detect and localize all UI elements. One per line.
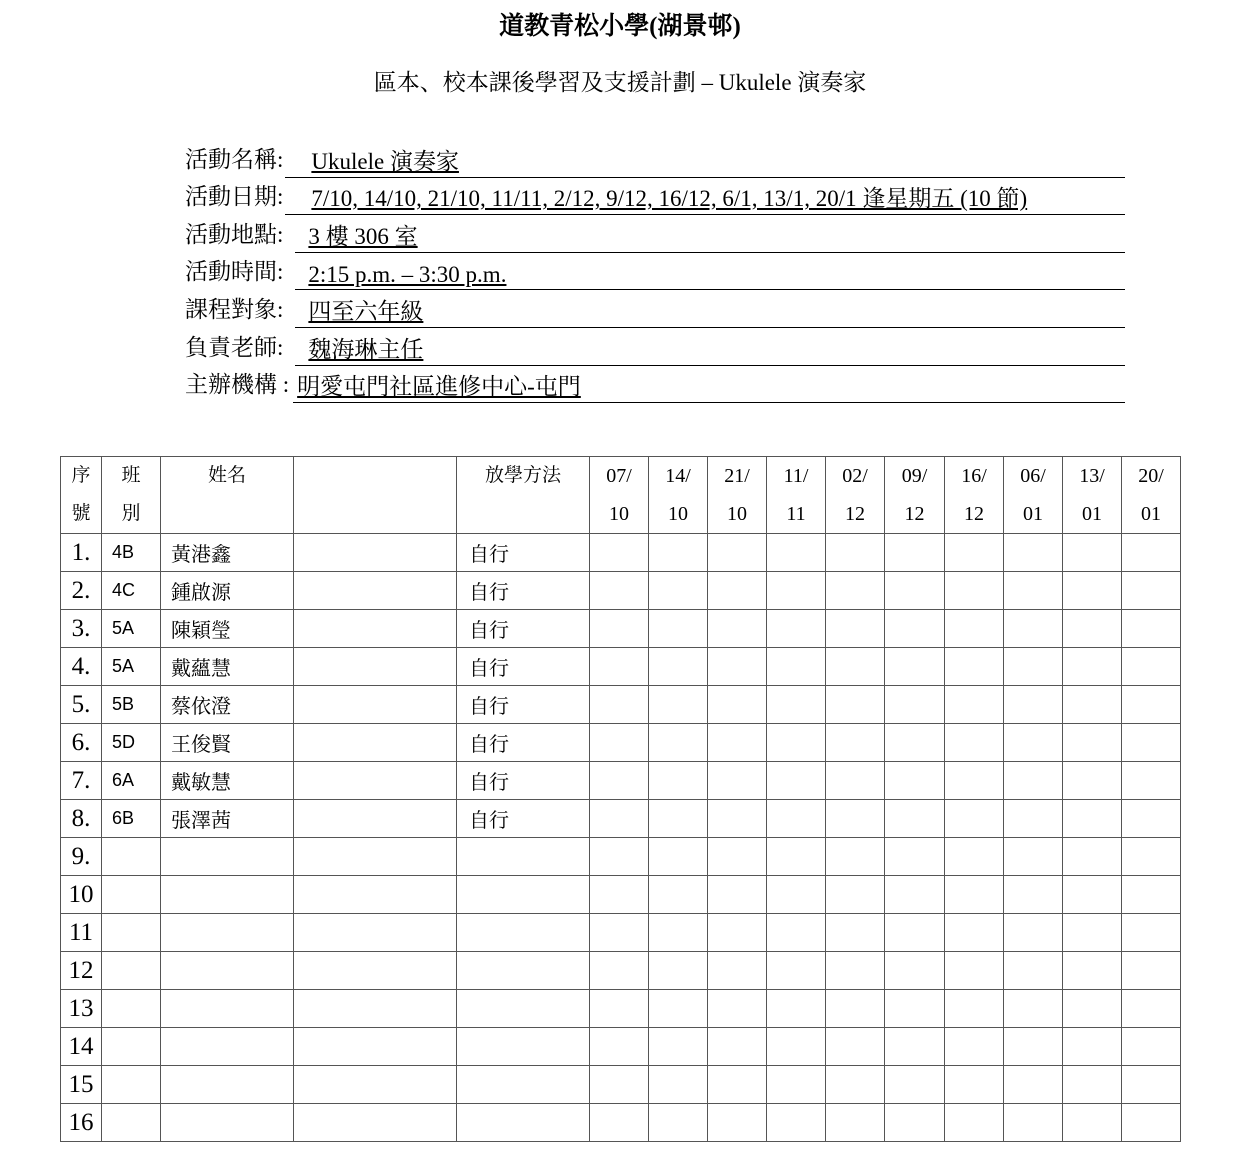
- attendance-cell: [767, 1104, 826, 1142]
- row-class: 5D: [102, 724, 161, 762]
- attendance-cell: [1063, 952, 1122, 990]
- attendance-cell: [1122, 610, 1181, 648]
- attendance-cell: [767, 762, 826, 800]
- row-method: [457, 914, 590, 952]
- attendance-cell: [945, 1066, 1004, 1104]
- attendance-cell: [1122, 572, 1181, 610]
- attendance-cell: [590, 572, 649, 610]
- attendance-cell: [1122, 914, 1181, 952]
- attendance-cell: [590, 952, 649, 990]
- attendance-cell: [945, 876, 1004, 914]
- attendance-cell: [945, 800, 1004, 838]
- attendance-cell: [885, 572, 945, 610]
- row-class: 6B: [102, 800, 161, 838]
- header-date: 13/ 01: [1063, 457, 1122, 534]
- header-date: 07/ 10: [590, 457, 649, 534]
- row-method: [457, 990, 590, 1028]
- attendance-cell: [767, 686, 826, 724]
- info-row: [185, 215, 1125, 253]
- attendance-cell: [885, 610, 945, 648]
- attendance-cell: [945, 572, 1004, 610]
- info-row: [185, 253, 1125, 291]
- attendance-cell: [1004, 838, 1063, 876]
- attendance-cell: [649, 648, 708, 686]
- row-class: 5B: [102, 686, 161, 724]
- attendance-cell: [1063, 876, 1122, 914]
- attendance-cell: [590, 990, 649, 1028]
- attendance-cell: [1063, 838, 1122, 876]
- attendance-cell: [1004, 534, 1063, 572]
- attendance-cell: [1004, 724, 1063, 762]
- attendance-cell: [767, 648, 826, 686]
- attendance-cell: [708, 1066, 767, 1104]
- attendance-cell: [826, 686, 885, 724]
- info-value: 2:15 p.m. – 3:30 p.m.: [295, 262, 1125, 290]
- row-class: 4B: [102, 534, 161, 572]
- attendance-cell: [826, 990, 885, 1028]
- row-name: [161, 876, 294, 914]
- row-blank: [294, 1104, 457, 1142]
- row-number: 10: [61, 876, 102, 914]
- row-number: 15: [61, 1066, 102, 1104]
- attendance-cell: [708, 686, 767, 724]
- row-class: 5A: [102, 610, 161, 648]
- row-name: [161, 952, 294, 990]
- attendance-cell: [945, 838, 1004, 876]
- attendance-cell: [708, 572, 767, 610]
- attendance-cell: [945, 952, 1004, 990]
- attendance-cell: [945, 762, 1004, 800]
- row-method: 自行: [457, 762, 590, 800]
- attendance-cell: [1004, 648, 1063, 686]
- row-class: [102, 1028, 161, 1066]
- info-row: [185, 366, 1125, 404]
- attendance-cell: [826, 1028, 885, 1066]
- attendance-cell: [1004, 1028, 1063, 1066]
- row-name: 王俊賢: [161, 724, 294, 762]
- attendance-cell: [649, 610, 708, 648]
- row-method: 自行: [457, 800, 590, 838]
- row-class: [102, 1104, 161, 1142]
- row-class: [102, 838, 161, 876]
- attendance-table: [60, 456, 1181, 1142]
- attendance-cell: [1063, 1066, 1122, 1104]
- attendance-cell: [590, 762, 649, 800]
- header-no: 序 號: [61, 457, 102, 534]
- row-number: 14: [61, 1028, 102, 1066]
- info-value: Ukulele 演奏家: [285, 143, 1125, 178]
- row-number: 5.: [61, 686, 102, 724]
- attendance-cell: [708, 800, 767, 838]
- attendance-cell: [1122, 800, 1181, 838]
- attendance-cell: [1063, 914, 1122, 952]
- attendance-cell: [649, 572, 708, 610]
- attendance-cell: [945, 1104, 1004, 1142]
- row-class: [102, 990, 161, 1028]
- attendance-cell: [1063, 610, 1122, 648]
- attendance-cell: [708, 648, 767, 686]
- info-label: 活動地點:: [185, 221, 284, 247]
- row-method: 自行: [457, 686, 590, 724]
- header-date: 06/ 01: [1004, 457, 1063, 534]
- row-name: 戴蘊慧: [161, 648, 294, 686]
- table-row: [61, 686, 1181, 724]
- attendance-cell: [1122, 990, 1181, 1028]
- attendance-cell: [885, 990, 945, 1028]
- attendance-cell: [767, 952, 826, 990]
- table-row: [61, 1028, 1181, 1066]
- row-name: 陳穎瑩: [161, 610, 294, 648]
- attendance-cell: [885, 1066, 945, 1104]
- header-row: [61, 457, 1181, 534]
- attendance-cell: [767, 610, 826, 648]
- row-blank: [294, 1066, 457, 1104]
- row-method: [457, 876, 590, 914]
- attendance-cell: [708, 1104, 767, 1142]
- school-title: 道教青松小學(湖景邨): [499, 13, 741, 40]
- attendance-cell: [1122, 838, 1181, 876]
- attendance-cell: [1004, 1066, 1063, 1104]
- attendance-cell: [1063, 990, 1122, 1028]
- attendance-cell: [826, 952, 885, 990]
- table-row: [61, 990, 1181, 1028]
- attendance-cell: [1063, 572, 1122, 610]
- table-row: [61, 762, 1181, 800]
- attendance-cell: [1122, 1066, 1181, 1104]
- row-number: 3.: [61, 610, 102, 648]
- row-blank: [294, 800, 457, 838]
- table-row: [61, 534, 1181, 572]
- header-name: 姓名: [161, 457, 294, 534]
- attendance-cell: [1122, 952, 1181, 990]
- attendance-cell: [945, 610, 1004, 648]
- row-blank: [294, 724, 457, 762]
- attendance-cell: [826, 1066, 885, 1104]
- row-blank: [294, 914, 457, 952]
- attendance-cell: [945, 990, 1004, 1028]
- attendance-cell: [708, 838, 767, 876]
- attendance-cell: [708, 534, 767, 572]
- row-number: 1.: [61, 534, 102, 572]
- attendance-cell: [826, 1104, 885, 1142]
- row-blank: [294, 952, 457, 990]
- info-value: 7/10, 14/10, 21/10, 11/11, 2/12, 9/12, 16/12, 6/1, 13/1, 20/1 逢星期五 (10 節): [285, 180, 1125, 215]
- table-row: [61, 572, 1181, 610]
- attendance-cell: [649, 1104, 708, 1142]
- row-blank: [294, 876, 457, 914]
- attendance-cell: [1004, 572, 1063, 610]
- header-date: 20/ 01: [1122, 457, 1181, 534]
- row-number: 9.: [61, 838, 102, 876]
- attendance-cell: [1063, 800, 1122, 838]
- attendance-cell: [945, 914, 1004, 952]
- attendance-cell: [885, 1028, 945, 1066]
- attendance-cell: [590, 686, 649, 724]
- attendance-cell: [885, 876, 945, 914]
- row-blank: [294, 838, 457, 876]
- attendance-cell: [945, 1028, 1004, 1066]
- row-blank: [294, 686, 457, 724]
- attendance-cell: [649, 762, 708, 800]
- attendance-cell: [1004, 762, 1063, 800]
- attendance-cell: [826, 648, 885, 686]
- table-row: [61, 648, 1181, 686]
- attendance-cell: [885, 1104, 945, 1142]
- row-method: 自行: [457, 648, 590, 686]
- attendance-cell: [590, 534, 649, 572]
- attendance-cell: [590, 1104, 649, 1142]
- attendance-cell: [708, 724, 767, 762]
- row-method: [457, 1028, 590, 1066]
- row-name: 蔡依澄: [161, 686, 294, 724]
- attendance-cell: [590, 610, 649, 648]
- info-label: 主辦機構 :: [185, 372, 290, 398]
- attendance-cell: [1004, 800, 1063, 838]
- attendance-cell: [590, 914, 649, 952]
- row-class: 5A: [102, 648, 161, 686]
- table-row: [61, 914, 1181, 952]
- header-date: 09/ 12: [885, 457, 945, 534]
- attendance-cell: [708, 1028, 767, 1066]
- attendance-cell: [1063, 1104, 1122, 1142]
- row-blank: [294, 762, 457, 800]
- info-row: [185, 328, 1125, 366]
- attendance-cell: [649, 534, 708, 572]
- attendance-cell: [1122, 1104, 1181, 1142]
- attendance-cell: [1122, 686, 1181, 724]
- row-method: [457, 838, 590, 876]
- attendance-cell: [885, 952, 945, 990]
- table-row: [61, 724, 1181, 762]
- row-number: 12: [61, 952, 102, 990]
- row-number: 6.: [61, 724, 102, 762]
- row-number: 2.: [61, 572, 102, 610]
- attendance-cell: [590, 800, 649, 838]
- attendance-cell: [1004, 876, 1063, 914]
- attendance-cell: [1063, 648, 1122, 686]
- program-subtitle: 區本、校本課後學習及支援計劃 – Ukulele 演奏家: [373, 70, 867, 95]
- header-method: 放學方法: [457, 457, 590, 534]
- attendance-cell: [885, 724, 945, 762]
- row-name: [161, 914, 294, 952]
- attendance-cell: [945, 534, 1004, 572]
- row-class: [102, 952, 161, 990]
- attendance-cell: [826, 534, 885, 572]
- info-row: [185, 178, 1125, 216]
- attendance-cell: [590, 1066, 649, 1104]
- header-blank: [294, 457, 457, 534]
- row-name: [161, 1104, 294, 1142]
- attendance-cell: [590, 724, 649, 762]
- row-name: [161, 1066, 294, 1104]
- attendance-cell: [708, 914, 767, 952]
- row-blank: [294, 610, 457, 648]
- header-class: 班 別: [102, 457, 161, 534]
- row-class: [102, 1066, 161, 1104]
- info-value: 3 樓 306 室: [295, 218, 1125, 253]
- row-number: 4.: [61, 648, 102, 686]
- attendance-cell: [1004, 610, 1063, 648]
- attendance-cell: [649, 952, 708, 990]
- attendance-cell: [1063, 724, 1122, 762]
- row-name: [161, 990, 294, 1028]
- attendance-cell: [885, 838, 945, 876]
- attendance-cell: [767, 990, 826, 1028]
- attendance-cell: [885, 762, 945, 800]
- attendance-cell: [649, 914, 708, 952]
- table-row: [61, 1066, 1181, 1104]
- attendance-cell: [1122, 724, 1181, 762]
- attendance-cell: [590, 648, 649, 686]
- row-method: 自行: [457, 610, 590, 648]
- info-label: 課程對象:: [185, 296, 284, 322]
- header-date: 21/ 10: [708, 457, 767, 534]
- info-label: 活動名稱:: [185, 146, 284, 172]
- attendance-cell: [649, 838, 708, 876]
- attendance-cell: [945, 724, 1004, 762]
- info-row: [185, 290, 1125, 328]
- attendance-cell: [1122, 648, 1181, 686]
- attendance-cell: [767, 1028, 826, 1066]
- row-blank: [294, 990, 457, 1028]
- attendance-cell: [590, 876, 649, 914]
- table-row: [61, 952, 1181, 990]
- row-class: 4C: [102, 572, 161, 610]
- info-value: 明愛屯門社區進修中心-屯門: [293, 368, 1125, 403]
- attendance-cell: [649, 876, 708, 914]
- attendance-cell: [590, 1028, 649, 1066]
- row-blank: [294, 1028, 457, 1066]
- attendance-cell: [826, 610, 885, 648]
- table-row: [61, 838, 1181, 876]
- attendance-cell: [1004, 1104, 1063, 1142]
- attendance-cell: [1063, 686, 1122, 724]
- row-number: 8.: [61, 800, 102, 838]
- attendance-cell: [1063, 762, 1122, 800]
- attendance-cell: [826, 572, 885, 610]
- info-value: 四至六年級: [295, 293, 1125, 328]
- attendance-cell: [767, 572, 826, 610]
- attendance-cell: [767, 800, 826, 838]
- attendance-cell: [1122, 1028, 1181, 1066]
- attendance-cell: [708, 990, 767, 1028]
- row-class: [102, 914, 161, 952]
- row-number: 7.: [61, 762, 102, 800]
- row-number: 11: [61, 914, 102, 952]
- row-method: [457, 952, 590, 990]
- attendance-cell: [826, 838, 885, 876]
- header-date: 11/ 11: [767, 457, 826, 534]
- header-date: 14/ 10: [649, 457, 708, 534]
- attendance-cell: [1063, 534, 1122, 572]
- row-name: 黃港鑫: [161, 534, 294, 572]
- attendance-cell: [826, 724, 885, 762]
- row-name: [161, 1028, 294, 1066]
- row-number: 13: [61, 990, 102, 1028]
- attendance-cell: [1004, 990, 1063, 1028]
- attendance-cell: [826, 876, 885, 914]
- row-number: 16: [61, 1104, 102, 1142]
- attendance-cell: [885, 686, 945, 724]
- row-method: 自行: [457, 534, 590, 572]
- table-row: [61, 876, 1181, 914]
- table-row: [61, 1104, 1181, 1142]
- row-method: [457, 1104, 590, 1142]
- info-value: 魏海琳主任: [295, 331, 1125, 366]
- attendance-cell: [1122, 534, 1181, 572]
- attendance-cell: [945, 648, 1004, 686]
- attendance-cell: [649, 724, 708, 762]
- attendance-cell: [767, 1066, 826, 1104]
- attendance-cell: [1004, 952, 1063, 990]
- row-blank: [294, 648, 457, 686]
- row-class: [102, 876, 161, 914]
- attendance-cell: [885, 534, 945, 572]
- row-name: 戴敏慧: [161, 762, 294, 800]
- attendance-cell: [708, 762, 767, 800]
- attendance-cell: [649, 800, 708, 838]
- attendance-cell: [1004, 914, 1063, 952]
- attendance-cell: [885, 800, 945, 838]
- attendance-cell: [1122, 876, 1181, 914]
- attendance-cell: [649, 1028, 708, 1066]
- attendance-cell: [945, 686, 1004, 724]
- attendance-cell: [649, 686, 708, 724]
- attendance-cell: [1063, 1028, 1122, 1066]
- row-blank: [294, 572, 457, 610]
- attendance-cell: [767, 724, 826, 762]
- attendance-cell: [708, 952, 767, 990]
- row-name: [161, 838, 294, 876]
- attendance-cell: [708, 610, 767, 648]
- attendance-cell: [708, 876, 767, 914]
- attendance-cell: [767, 876, 826, 914]
- info-row: [185, 140, 1125, 178]
- info-label: 活動時間:: [185, 259, 284, 285]
- row-method: 自行: [457, 724, 590, 762]
- info-label: 負責老師:: [185, 334, 284, 360]
- attendance-cell: [590, 838, 649, 876]
- attendance-cell: [767, 838, 826, 876]
- attendance-cell: [885, 914, 945, 952]
- attendance-cell: [649, 990, 708, 1028]
- info-label: 活動日期:: [185, 184, 284, 210]
- header-date: 02/ 12: [826, 457, 885, 534]
- attendance-cell: [1004, 686, 1063, 724]
- table-row: [61, 610, 1181, 648]
- attendance-cell: [826, 762, 885, 800]
- row-name: 鍾啟源: [161, 572, 294, 610]
- table-row: [61, 800, 1181, 838]
- attendance-cell: [885, 648, 945, 686]
- row-name: 張澤茜: [161, 800, 294, 838]
- attendance-cell: [1122, 762, 1181, 800]
- attendance-cell: [649, 1066, 708, 1104]
- row-blank: [294, 534, 457, 572]
- row-method: [457, 1066, 590, 1104]
- attendance-cell: [826, 914, 885, 952]
- row-class: 6A: [102, 762, 161, 800]
- attendance-cell: [826, 800, 885, 838]
- attendance-cell: [767, 914, 826, 952]
- row-method: 自行: [457, 572, 590, 610]
- header-date: 16/ 12: [945, 457, 1004, 534]
- attendance-cell: [767, 534, 826, 572]
- activity-info: [185, 140, 1125, 403]
